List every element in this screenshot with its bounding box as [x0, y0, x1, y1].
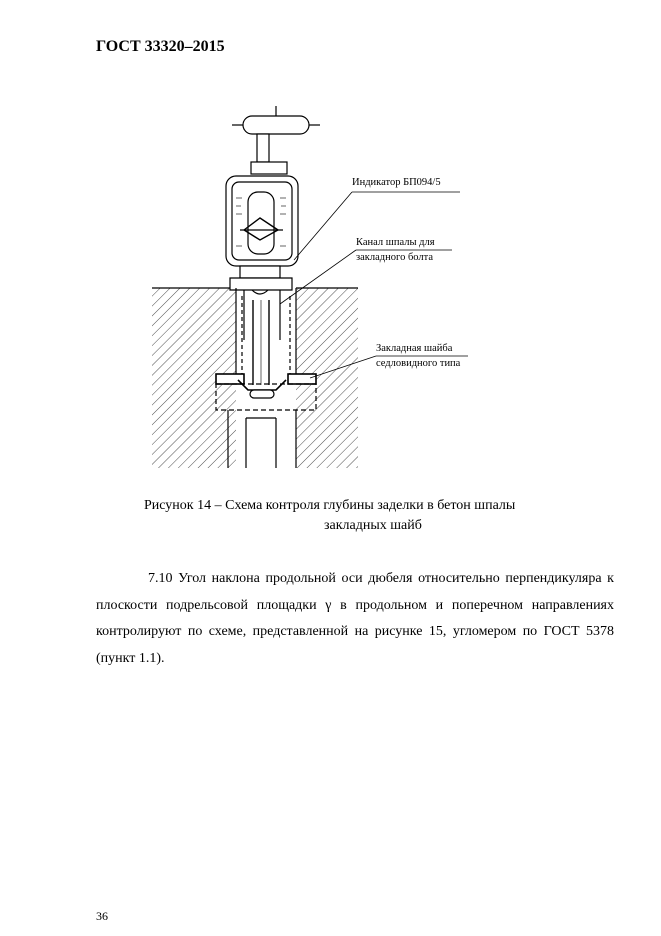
caption-line-1: Рисунок 14 – Схема контроля глубины заделки в бетон шпалы — [144, 498, 516, 513]
callout-channel-line2: закладного болта — [356, 252, 434, 263]
document-header: ГОСТ 33320–2015 — [96, 38, 225, 55]
concrete-hatch — [152, 288, 358, 468]
paragraph-7-10: 7.10 Угол наклона продольной оси дюбеля относительно перпендикуляра к плоскости подрельсовой площадки γ в продольном и поперечном направлениях контролируют по схеме, представленной на рисунке 15, угломером по ГОСТ 5378 (пункт 1.1). — [96, 571, 614, 666]
indicator-schematic — [140, 100, 540, 480]
figure-14 — [140, 100, 540, 480]
embedded-bolt — [228, 410, 296, 468]
figure-caption — [96, 496, 614, 536]
indicator-body — [226, 176, 298, 278]
callout-indicator: Индикатор БП094/5 — [352, 177, 441, 188]
caption-line-2: закладных шайб — [324, 518, 422, 533]
page-number: 36 — [96, 909, 108, 923]
t-handle — [232, 106, 320, 174]
sleeper-channel — [236, 288, 296, 374]
probe — [230, 278, 292, 385]
callout-washer-line1: Закладная шайба — [376, 343, 453, 354]
callout-channel-line1: Канал шпалы для — [356, 237, 435, 248]
callout-washer-line2: седловидного типа — [376, 358, 461, 369]
